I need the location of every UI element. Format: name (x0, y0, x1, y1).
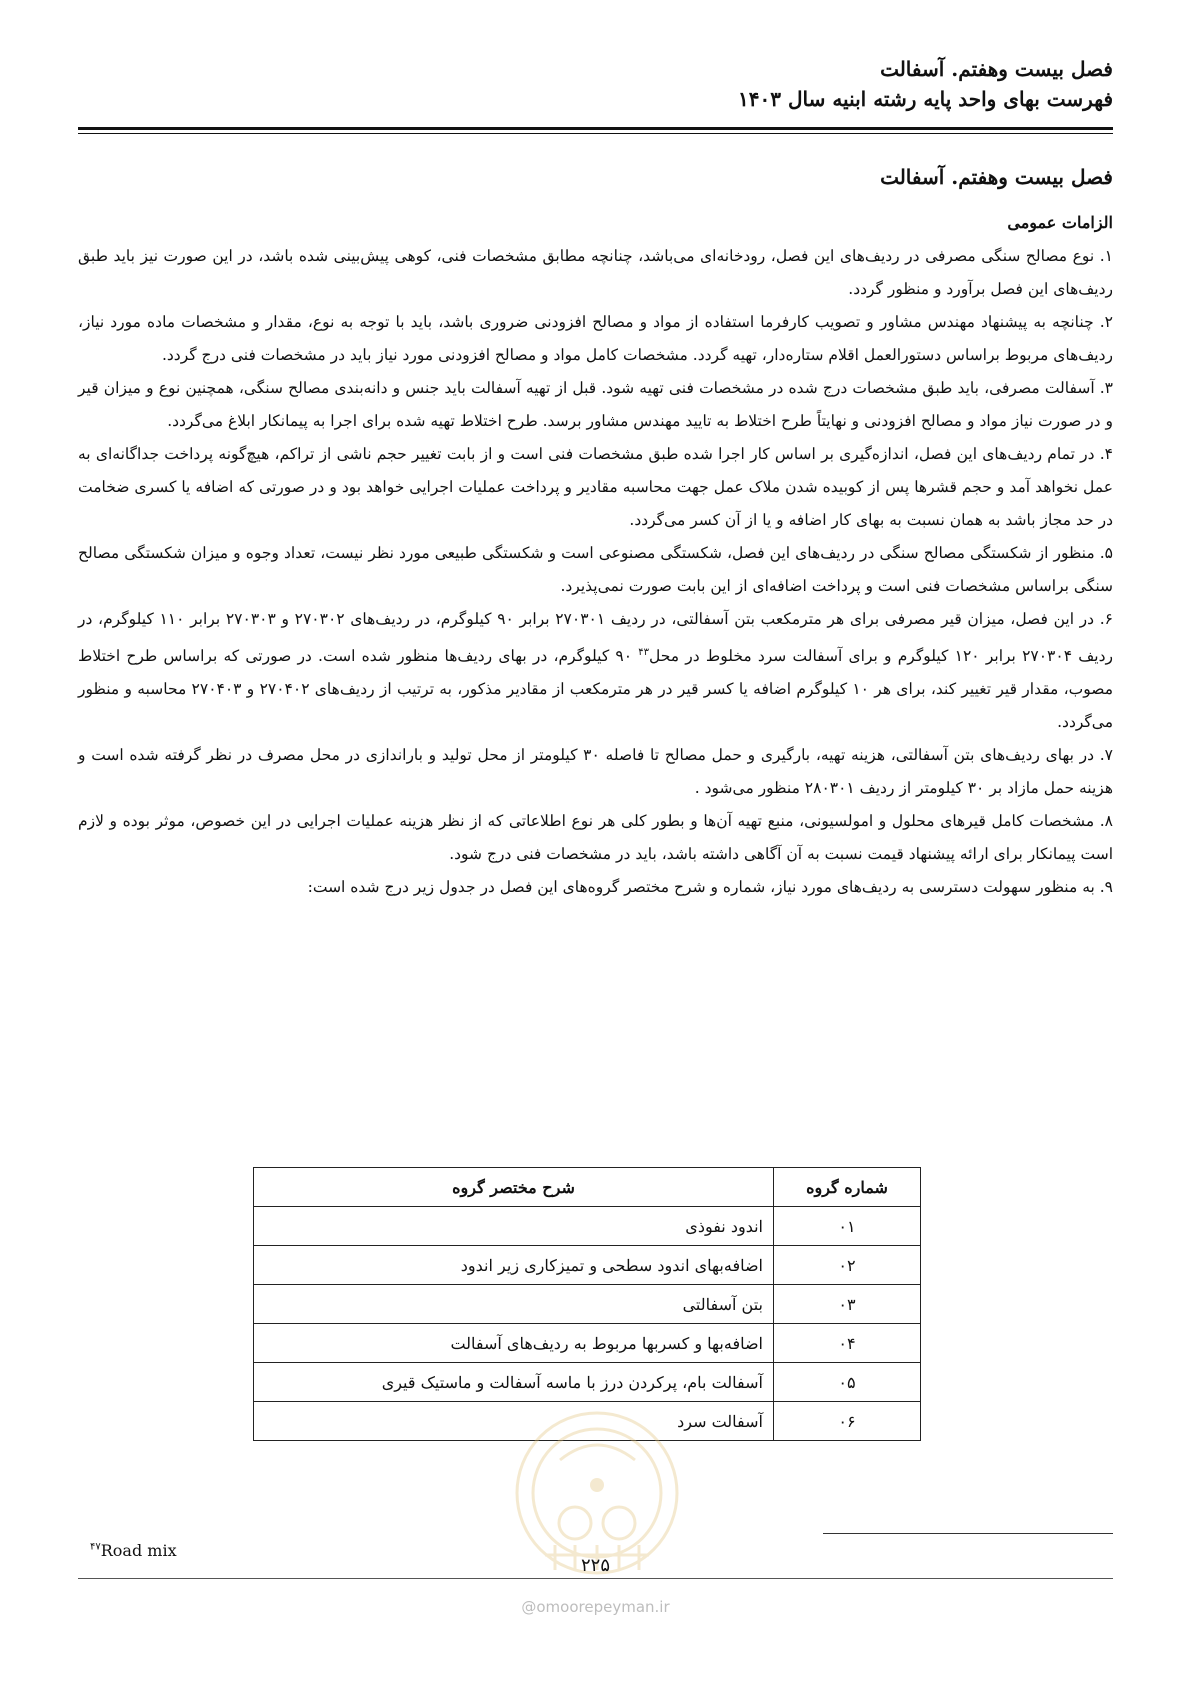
table-row (254, 1324, 921, 1363)
table-row (254, 1285, 921, 1324)
group-number: ۰۶ (774, 1402, 921, 1441)
footnote-ref-43: ۴۳ (638, 647, 650, 658)
footnote-mark: ۴۷ (90, 1541, 101, 1553)
table-row (254, 1363, 921, 1402)
paragraph-6-after: ۹۰ کیلوگرم، در بهای ردیف‌ها منظور شده است. در صورتی که براساس طرح اختلاط مصوب، مقدار قیر تغییر کند، برای هر ۱۰ کیلوگرم اضافه یا کسر قیر در هر مترمکعب از مقادیر مذکور، به ترتیب از ردیف‌های ۲۷۰۴۰۲ و ۲۷۰۴۰۳ محاسبه و منظور می‌گردد. (78, 647, 1113, 732)
group-desc: آسفالت سرد (254, 1402, 774, 1441)
footer-rule (78, 1578, 1113, 1579)
table-row (254, 1246, 921, 1285)
section-title: الزامات عمومی (1007, 213, 1113, 232)
paragraph-1: ۱. نوع مصالح سنگی مصرفی در ردیف‌های این فصل، رودخانه‌ای می‌باشد، چنانچه مطابق مشخصات فنی، کوهی پیش‌بینی شده باشد، در این صورت نیز باید طبق ردیف‌های این فصل برآورد و منظور گردد. (78, 247, 1113, 298)
groups-table (253, 1167, 921, 1441)
group-desc: اندود نفوذی (254, 1207, 774, 1246)
paragraph-8: ۸. مشخصات کامل قیرهای محلول و امولسیونی، منبع تهیه آن‌ها و بطور کلی هر نوع اطلاعاتی که از نظر هزینه عملیات اجرایی در این خصوص، موثر بوده و لازم است پیمانکار برای ارائه پیشنهاد قیمت نسبت به آن آگاهی داشته باشد، باید در مشخصات فنی درج شود. (78, 812, 1113, 864)
group-number: ۰۴ (774, 1324, 921, 1363)
group-desc: بتن آسفالتی (254, 1285, 774, 1324)
header-rule-thin (78, 133, 1113, 134)
group-number: ۰۲ (774, 1246, 921, 1285)
paragraph-5: ۵. منظور از شکستگی مصالح سنگی در ردیف‌های این فصل، شکستگی مصنوعی است و شکستگی طبیعی مورد نظر نیست، تعداد وجوه و میزان شکستگی مصالح سنگی براساس مشخصات فنی است و پرداخت اضافه‌ای از این بابت صورت نمی‌پذیرد. (78, 544, 1113, 595)
table-header-row (254, 1168, 921, 1207)
col-header-number: شماره گروه (774, 1168, 921, 1207)
paragraph-9: ۹. به منظور سهولت دسترسی به ردیف‌های مورد نیاز، شماره و شرح مختصر گروه‌های این فصل در جدول زیر درج شده است: (307, 878, 1113, 897)
paragraph-6-before: ۶. در این فصل، میزان قیر مصرفی برای هر مترمکعب بتن آسفالتی، در ردیف ۲۷۰۳۰۱ برابر ۹۰ کیلوگرم، در ردیف‌های ۲۷۰۳۰۲ و ۲۷۰۳۰۳ برابر ۱۱۰ کیلوگرم، در ردیف ۲۷۰۳۰۴ برابر ۱۲۰ کیلوگرم و برای آسفالت سرد مخلوط در محل (78, 610, 1113, 666)
col-header-desc: شرح مختصر گروه (254, 1168, 774, 1207)
group-desc: اضافه‌بها و کسربها مربوط به ردیف‌های آسفالت (254, 1324, 774, 1363)
page-header (78, 54, 1113, 114)
paragraph-7: ۷. در بهای ردیف‌های بتن آسفالتی، هزینه تهیه، بارگیری و حمل مصالح تا فاصله ۳۰ کیلومتر از محل تولید و باراندازی در محل مصرف در نظر گرفته شده است و هزینه حمل مازاد بر ۳۰ کیلومتر از ردیف ۲۸۰۳۰۱ منظور می‌شود . (78, 746, 1113, 798)
chapter-title: فصل بیست وهفتم. آسفالت (880, 165, 1113, 189)
group-number: ۰۳ (774, 1285, 921, 1324)
group-desc: اضافه‌بهای اندود سطحی و تمیزکاری زیر اندود (254, 1246, 774, 1285)
paragraph-4: ۴. در تمام ردیف‌های این فصل، اندازه‌گیری بر اساس کار اجرا شده طبق مشخصات فنی است و از بابت تغییر حجم ناشی از تراکم، هیچ‌گونه پرداخت جداگانه‌ای به عمل نخواهد آمد و حجم قشرها پس از کوبیده شدن ملاک عمل جهت محاسبه مقادیر و پرداخت عملیات اجرایی خواهد بود و در صورتی که اضافه یا کسری ضخامت در حد مجاز باشد به همان نسبت به بهای کار اضافه و یا از آن کسر می‌گردد. (78, 445, 1113, 529)
header-rule-thick (78, 127, 1113, 130)
footnote-text: Road mix (100, 1541, 177, 1560)
header-catalog: فهرست بهای واحد پایه رشته ابنیه سال ۱۴۰۳ (738, 87, 1113, 111)
watermark-url (0, 1598, 1191, 1616)
paragraph-3: ۳. آسفالت مصرفی، باید طبق مشخصات درج شده در مشخصات فنی تهیه شود. قبل از تهیه آسفالت باید جنس و دانه‌بندی مصالح سنگی، همچنین نوع و میزان قیر و در صورت نیاز مواد و مصالح افزودنی و نهایتاً طرح اختلاط به تایید مهندس مشاور برسد. طرح اختلاط تهیه شده برای اجرا به پیمانکار ابلاغ می‌گردد. (78, 379, 1113, 430)
footnote-rule (823, 1533, 1113, 1534)
header-chapter: فصل بیست وهفتم. آسفالت (880, 57, 1113, 81)
paragraph-6 (78, 603, 1113, 739)
paragraph-2: ۲. چنانچه به پیشنهاد مهندس مشاور و تصویب کارفرما استفاده از مواد و مصالح افزودنی ضروری باشد، باید با توجه به نوع، مقدار و مشخصات ماده مورد نیاز، ردیف‌های مربوط براساس دستورالعمل اقلام ستاره‌دار، تهیه گردد. مشخصات کامل مواد و مصالح افزودنی مورد نیاز باید در مشخصات فنی درج گردد. (78, 313, 1113, 364)
watermark-label: omoorepeyman.ir (536, 1598, 670, 1616)
group-number: ۰۵ (774, 1363, 921, 1402)
page-number: ۲۲۵ (580, 1555, 610, 1576)
page-content (78, 160, 1113, 904)
group-desc: آسفالت بام، پرکردن درز با ماسه آسفالت و ماستیک قیری (254, 1363, 774, 1402)
table-row (254, 1207, 921, 1246)
watermark-at-icon: @ (521, 1598, 537, 1616)
group-number: ۰۱ (774, 1207, 921, 1246)
